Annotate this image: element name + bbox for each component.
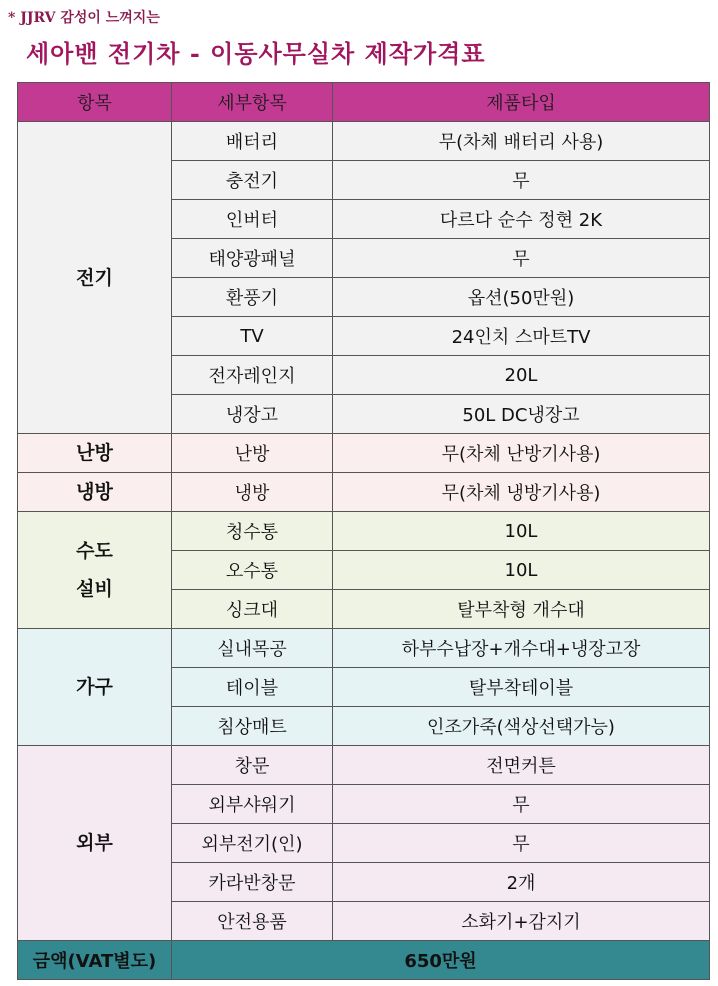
type-cell: 24인치 스마트TV — [333, 317, 710, 356]
item-cell: 냉장고 — [172, 395, 333, 434]
item-cell: 태양광패널 — [172, 239, 333, 278]
item-cell: 배터리 — [172, 122, 333, 161]
item-cell: 싱크대 — [172, 590, 333, 629]
category-cell-furniture: 가구 — [18, 629, 172, 746]
type-cell: 탈부착테이블 — [333, 668, 710, 707]
item-cell: TV — [172, 317, 333, 356]
item-cell: 외부샤워기 — [172, 785, 333, 824]
total-value: 650만원 — [172, 941, 710, 980]
item-cell: 청수통 — [172, 512, 333, 551]
column-header-type: 제품타입 — [333, 83, 710, 122]
table-row — [18, 434, 710, 473]
category-line: 설비 — [76, 578, 113, 600]
item-cell: 인버터 — [172, 200, 333, 239]
table-row — [18, 512, 710, 551]
type-cell: 무(차체 배터리 사용) — [333, 122, 710, 161]
type-cell: 전면커튼 — [333, 746, 710, 785]
category-cell-water — [18, 512, 172, 629]
table-row — [18, 473, 710, 512]
type-cell: 20L — [333, 356, 710, 395]
type-cell: 2개 — [333, 863, 710, 902]
item-cell: 창문 — [172, 746, 333, 785]
table-header-row — [18, 83, 710, 122]
type-cell: 옵션(50만원) — [333, 278, 710, 317]
table-row — [18, 122, 710, 161]
type-cell: 인조가죽(색상선택가능) — [333, 707, 710, 746]
type-cell: 10L — [333, 512, 710, 551]
type-cell: 하부수납장+개수대+냉장고장 — [333, 629, 710, 668]
type-cell: 무 — [333, 785, 710, 824]
column-header-category: 항목 — [18, 83, 172, 122]
column-header-item: 세부항목 — [172, 83, 333, 122]
type-cell: 10L — [333, 551, 710, 590]
item-cell: 카라반창문 — [172, 863, 333, 902]
table-row — [18, 629, 710, 668]
type-cell: 무 — [333, 239, 710, 278]
tagline: * JJRV 감성이 느껴지는 — [8, 10, 160, 26]
type-cell: 탈부착형 개수대 — [333, 590, 710, 629]
item-cell: 오수통 — [172, 551, 333, 590]
item-cell: 실내목공 — [172, 629, 333, 668]
item-cell: 테이블 — [172, 668, 333, 707]
type-cell: 무(차체 냉방기사용) — [333, 473, 710, 512]
table-row — [18, 746, 710, 785]
item-cell: 외부전기(인) — [172, 824, 333, 863]
type-cell: 무(차체 난방기사용) — [333, 434, 710, 473]
type-cell: 다르다 순수 정현 2K — [333, 200, 710, 239]
item-cell: 전자레인지 — [172, 356, 333, 395]
item-cell: 안전용품 — [172, 902, 333, 941]
item-cell: 충전기 — [172, 161, 333, 200]
type-cell: 무 — [333, 824, 710, 863]
category-cell-cooling: 냉방 — [18, 473, 172, 512]
category-cell-heating: 난방 — [18, 434, 172, 473]
type-cell: 무 — [333, 161, 710, 200]
type-cell: 소화기+감지기 — [333, 902, 710, 941]
item-cell: 냉방 — [172, 473, 333, 512]
page-title: 세아밴 전기차 - 이동사무실차 제작가격표 — [26, 39, 486, 68]
total-row — [18, 941, 710, 980]
item-cell: 침상매트 — [172, 707, 333, 746]
category-cell-exterior: 외부 — [18, 746, 172, 941]
item-cell: 환풍기 — [172, 278, 333, 317]
category-cell-electric: 전기 — [18, 122, 172, 434]
type-cell: 50L DC냉장고 — [333, 395, 710, 434]
category-line: 수도 — [76, 540, 113, 562]
item-cell: 난방 — [172, 434, 333, 473]
price-table — [17, 82, 710, 980]
total-label: 금액(VAT별도) — [18, 941, 172, 980]
